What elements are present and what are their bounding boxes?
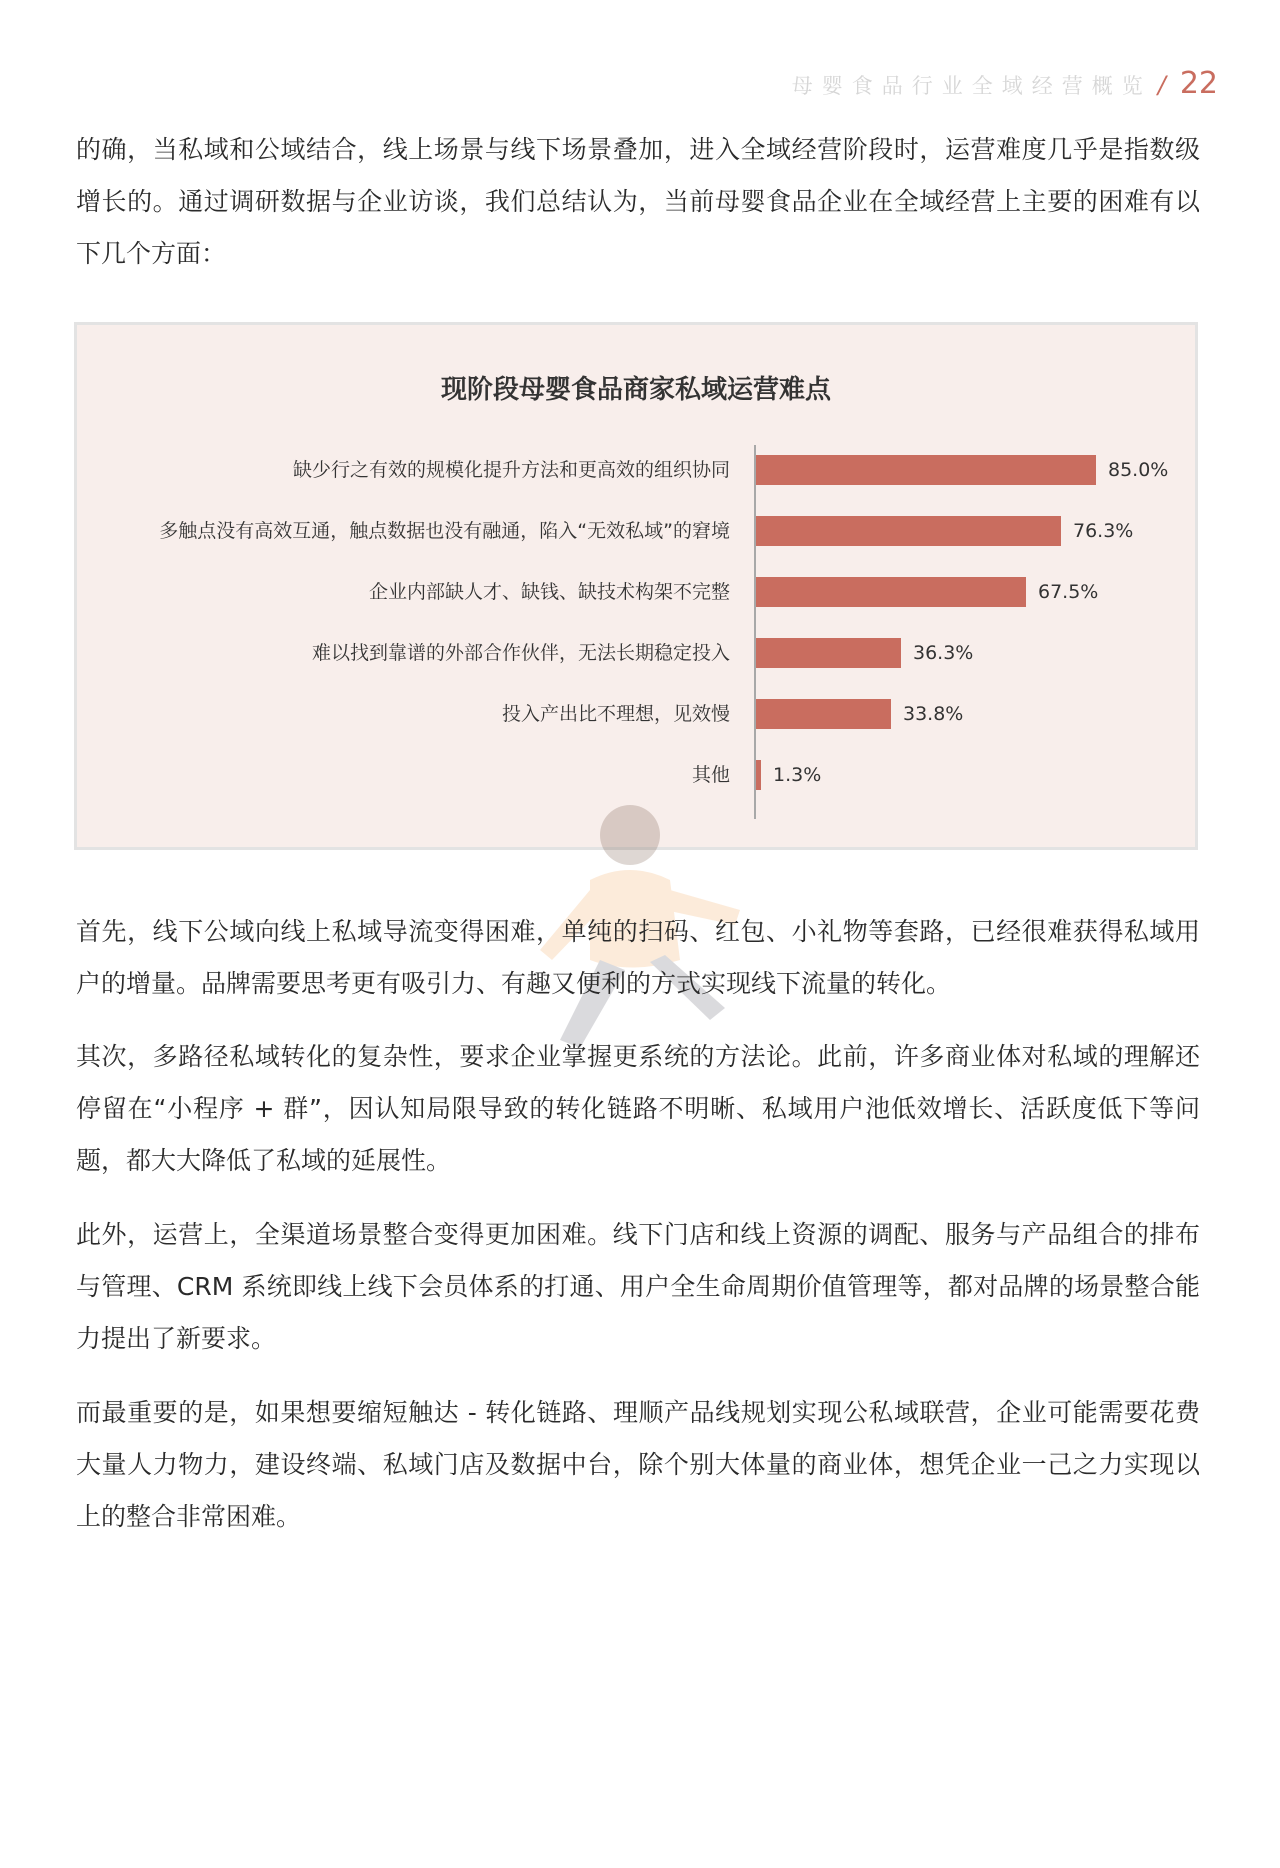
chart-panel	[74, 322, 1198, 850]
paragraph-second: 其次，多路径私域转化的复杂性，要求企业掌握更系统的方法论。此前，许多商业体对私域的理解还停留在“小程序 + 群”，因认知局限导致的转化链路不明晰、私域用户池低效增长、活跃度低下等问题，都大大降低了私域的延展性。	[76, 1042, 1200, 1175]
category-label: 企业内部缺人才、缺钱、缺技术构架不完整	[368, 581, 730, 603]
paragraph-third: 此外，运营上，全渠道场景整合变得更加困难。线下门店和线上资源的调配、服务与产品组合的排布与管理、CRM 系统即线上线下会员体系的打通、用户全生命周期价值管理等，都对品牌的场景整合能力提出了新要求。	[76, 1220, 1200, 1353]
intro-paragraph: 的确，当私域和公域结合，线上场景与线下场景叠加，进入全域经营阶段时，运营难度几乎是指数级增长的。通过调研数据与企业访谈，我们总结认为，当前母婴食品企业在全域经营上主要的困难有以下几个方面：	[76, 135, 1200, 268]
header-divider: /	[1157, 71, 1166, 99]
page-number: 22	[1179, 66, 1218, 101]
value-label: 67.5%	[1038, 581, 1099, 603]
bar	[756, 699, 891, 729]
page-header	[792, 66, 1218, 101]
value-label: 76.3%	[1073, 520, 1134, 542]
chart-title: 现阶段母婴食品商家私域运营难点	[440, 375, 831, 405]
bar	[756, 638, 901, 668]
value-label: 1.3%	[773, 764, 822, 786]
bar	[756, 516, 1061, 546]
category-label: 多触点没有高效互通，触点数据也没有融通，陷入“无效私域”的窘境	[159, 520, 730, 542]
paragraph-fourth: 而最重要的是，如果想要缩短触达 - 转化链路、理顺产品线规划实现公私域联营，企业可能需要花费大量人力物力，建设终端、私域门店及数据中台，除个别大体量的商业体，想凭企业一己之力实现以上的整合非常困难。	[76, 1398, 1200, 1531]
paragraph-first: 首先，线下公域向线上私域导流变得困难，单纯的扫码、红包、小礼物等套路，已经很难获得私域用户的增量。品牌需要思考更有吸引力、有趣又便利的方式实现线下流量的转化。	[76, 917, 1200, 998]
value-label: 33.8%	[903, 703, 964, 725]
category-label: 难以找到靠谱的外部合作伙伴，无法长期稳定投入	[311, 642, 730, 664]
category-label: 缺少行之有效的规模化提升方法和更高效的组织协同	[292, 459, 730, 481]
bar	[756, 577, 1026, 607]
category-label: 其他	[691, 764, 730, 786]
bar	[756, 760, 761, 790]
value-label: 85.0%	[1108, 459, 1169, 481]
value-label: 36.3%	[913, 642, 974, 664]
category-label: 投入产出比不理想，见效慢	[501, 703, 730, 725]
bar	[756, 455, 1096, 485]
report-title: 母婴食品行业全域经营概览	[791, 74, 1152, 98]
